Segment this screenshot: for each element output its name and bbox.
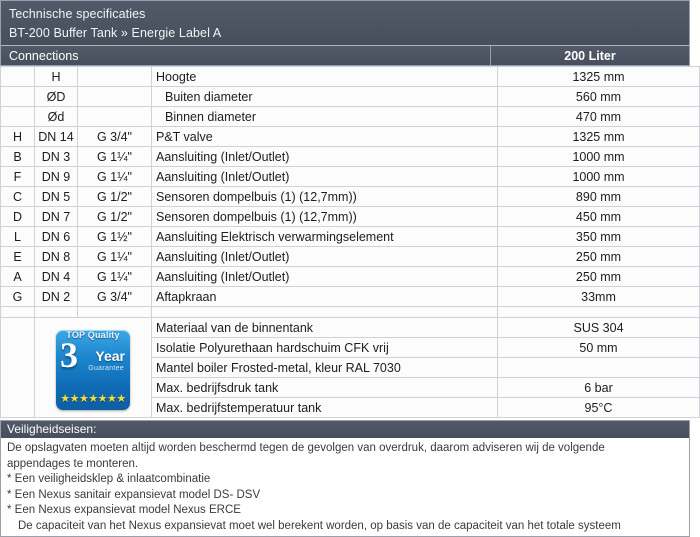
cell-description: Binnen diameter	[152, 107, 498, 127]
capacity-header-label: 200 Liter	[490, 46, 689, 65]
cell-dn-size: DN 8	[35, 247, 78, 267]
table-row	[1, 247, 700, 267]
cell-value: 6 bar	[498, 378, 700, 398]
cell-thread-size: G 1¼"	[78, 147, 152, 167]
cell-description: Aansluiting (Inlet/Outlet)	[152, 247, 498, 267]
cell-value	[498, 358, 700, 378]
cell-connection-letter: A	[1, 267, 35, 287]
cell-connection-letter: B	[1, 147, 35, 167]
cell-value: 250 mm	[498, 247, 700, 267]
cell-dn-size: DN 14	[35, 127, 78, 147]
safety-requirements-panel	[0, 420, 690, 537]
cell-description: Isolatie Polyurethaan hardschuim CFK vrij	[152, 338, 498, 358]
specifications-table-body	[1, 67, 700, 418]
badge-year-number: 3	[60, 335, 78, 375]
cell-dn-size: DN 4	[35, 267, 78, 287]
table-row	[1, 107, 700, 127]
table-row	[1, 187, 700, 207]
cell-description: Sensoren dompelbuis (1) (12,7mm))	[152, 187, 498, 207]
cell-thread-size: G 1¼"	[78, 267, 152, 287]
cell-description: Aansluiting Elektrisch verwarmingselement	[152, 227, 498, 247]
cell-thread-size: G 3/4"	[78, 287, 152, 307]
cell-thread-size: G 1½"	[78, 227, 152, 247]
cell-thread-size: G 1/2"	[78, 187, 152, 207]
cell-dn-size: DN 6	[35, 227, 78, 247]
cell-description: Aansluiting (Inlet/Outlet)	[152, 267, 498, 287]
spacer-cell-dn	[35, 307, 78, 318]
cell-connection-letter: D	[1, 207, 35, 227]
safety-requirement-line: De opslagvaten moeten altijd worden beschermd tegen de gevolgen van overdruk, daarom adviseren wij de volgende	[7, 442, 605, 454]
spacer-cell-letter	[1, 307, 35, 318]
cell-dn-size: DN 9	[35, 167, 78, 187]
table-row	[1, 318, 700, 338]
cell-connection-letter: L	[1, 227, 35, 247]
table-row	[1, 67, 700, 87]
safety-requirement-line: * Een Nexus expansievat model Nexus ERCE	[7, 504, 241, 516]
table-row	[1, 87, 700, 107]
specifications-table	[0, 66, 700, 418]
spacer-cell-value	[498, 307, 700, 318]
cell-value: 560 mm	[498, 87, 700, 107]
spacer-row	[1, 307, 700, 318]
table-row	[1, 127, 700, 147]
cell-value: SUS 304	[498, 318, 700, 338]
cell-value: 890 mm	[498, 187, 700, 207]
cell-value: 250 mm	[498, 267, 700, 287]
table-row	[1, 207, 700, 227]
badge-stars-icon: ★★★★★★★	[60, 393, 126, 405]
safety-requirement-line: * Een veiligheidsklep & inlaatcombinatie	[7, 473, 211, 485]
spacer-cell-g	[78, 307, 152, 318]
cell-description: Hoogte	[152, 67, 498, 87]
cell-description: Max. bedrijfsdruk tank	[152, 378, 498, 398]
cell-thread-size	[78, 87, 152, 107]
cell-value: 95°C	[498, 398, 700, 418]
safety-requirement-line: appendages te monteren.	[7, 457, 139, 470]
cell-description: Sensoren dompelbuis (1) (12,7mm))	[152, 207, 498, 227]
table-row	[1, 227, 700, 247]
table-column-header	[0, 45, 690, 66]
badge-guarantee-text: Guarantee	[88, 365, 124, 372]
safety-requirements-title: Veiligheidseisen:	[1, 421, 689, 438]
cell-dn-size: DN 7	[35, 207, 78, 227]
cell-connection-letter: C	[1, 187, 35, 207]
cell-thread-size: G 1¼"	[78, 167, 152, 187]
cell-connection-letter: E	[1, 247, 35, 267]
cell-value: 1325 mm	[498, 127, 700, 147]
cell-value: 1000 mm	[498, 167, 700, 187]
table-row	[1, 287, 700, 307]
cell-dn-size: H	[35, 67, 78, 87]
cell-description: Aftapkraan	[152, 287, 498, 307]
cell-description: Buiten diameter	[152, 87, 498, 107]
cell-dn-size: Ød	[35, 107, 78, 127]
cell-thread-size: G 1/2"	[78, 207, 152, 227]
cell-connection-letter: H	[1, 127, 35, 147]
badge-top-text: TOP Quality	[66, 330, 120, 340]
cell-thread-size	[78, 67, 152, 87]
table-row	[1, 147, 700, 167]
cell-value: 450 mm	[498, 207, 700, 227]
cell-value: 50 mm	[498, 338, 700, 358]
cell-value: 33mm	[498, 287, 700, 307]
cell-thread-size: G 1¼"	[78, 247, 152, 267]
cell-description: Aansluiting (Inlet/Outlet)	[152, 147, 498, 167]
quality-guarantee-badge	[35, 318, 152, 418]
safety-requirement-line: * Een Nexus sanitair expansievat model DS- DSV	[7, 488, 261, 501]
cell-connection-letter	[1, 107, 35, 127]
badge-year-label: Year	[95, 348, 125, 364]
cell-description: Aansluiting (Inlet/Outlet)	[152, 167, 498, 187]
badge-graphic	[56, 330, 130, 410]
table-row	[1, 267, 700, 287]
spacer-cell-desc	[152, 307, 498, 318]
cell-dn-size: DN 5	[35, 187, 78, 207]
cell-value: 1325 mm	[498, 67, 700, 87]
cell-dn-size: DN 2	[35, 287, 78, 307]
cell-connection-letter: F	[1, 167, 35, 187]
cell-value: 1000 mm	[498, 147, 700, 167]
cell-dn-size: DN 3	[35, 147, 78, 167]
cell-description: Materiaal van de binnentank	[152, 318, 498, 338]
cell-thread-size	[78, 107, 152, 127]
product-subtitle: BT-200 Buffer Tank » Energie Label A	[9, 26, 222, 40]
table-row	[1, 167, 700, 187]
cell-connection-letter: G	[1, 287, 35, 307]
cell-connection-letter	[1, 67, 35, 87]
cell-value: 470 mm	[498, 107, 700, 127]
cell-description: Max. bedrijfstemperatuur tank	[152, 398, 498, 418]
safety-requirements-body	[1, 438, 689, 536]
cell-thread-size: G 3/4"	[78, 127, 152, 147]
connections-header-label: Connections	[9, 49, 79, 63]
document-header	[0, 0, 690, 45]
cell-value: 350 mm	[498, 227, 700, 247]
page-title: Technische specificaties	[9, 7, 146, 21]
cell-connection-letter	[1, 87, 35, 107]
cell-dn-size: ØD	[35, 87, 78, 107]
safety-requirement-line: De capaciteit van het Nexus expansievat moet wel berekent worden, op basis van de capaciteit van het totale systeem	[18, 519, 621, 532]
cell-connection-letter	[1, 318, 35, 418]
cell-description: P&T valve	[152, 127, 498, 147]
cell-description: Mantel boiler Frosted-metal, kleur RAL 7030	[152, 358, 498, 378]
